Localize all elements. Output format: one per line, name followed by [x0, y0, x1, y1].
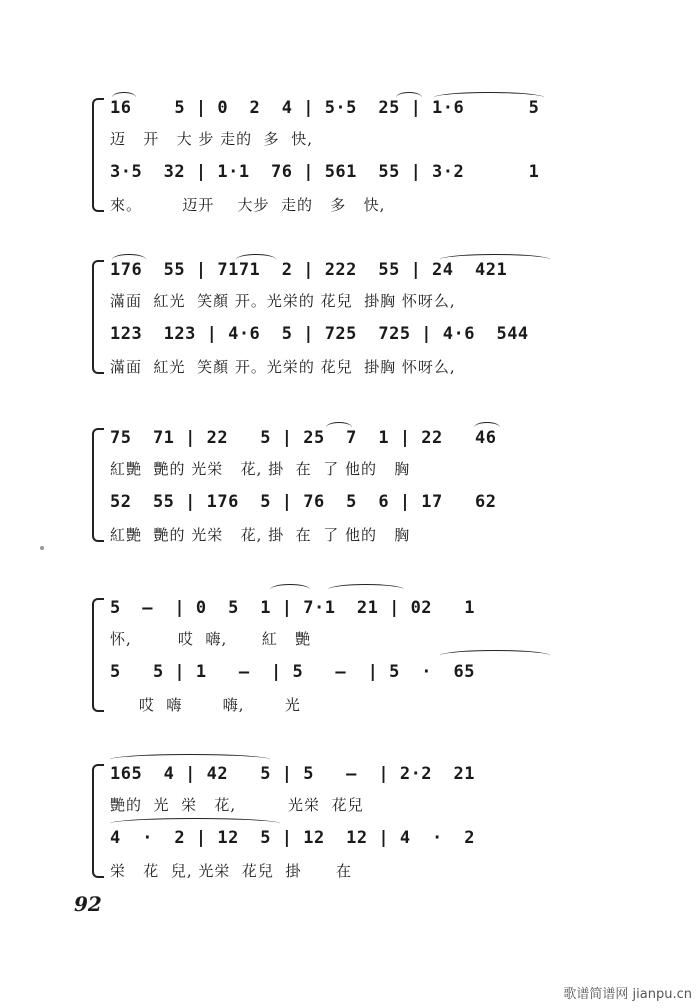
music-system-3 [100, 428, 570, 568]
lower-lyrics: 紅艷 艷的 光栄 花, 掛 在 了 他的 胸 [110, 526, 411, 544]
page-number: 92 [74, 892, 102, 916]
music-system-2 [100, 260, 570, 400]
lower-notes: 123 123 | 4·6 5 | 725 725 | 4·6 544 [110, 324, 529, 344]
music-system-5 [100, 764, 570, 904]
upper-notes: 5 — | 0 5 1 | 7·1 21 | 02 1 [110, 598, 475, 618]
upper-notes: 75 71 | 22 5 | 25 7 1 | 22 46 [110, 428, 497, 448]
slur [270, 584, 310, 595]
system-brace [92, 98, 104, 212]
music-system-1 [100, 98, 570, 238]
upper-lyrics: 滿面 紅光 笑顏 开。光栄的 花兒 掛胸 怀呀么, [110, 292, 456, 310]
upper-lyrics: 紅艷 艷的 光栄 花, 掛 在 了 他的 胸 [110, 460, 411, 478]
upper-lyrics: 艷的 光 栄 花, 光栄 花兒 [110, 796, 364, 814]
slur [328, 584, 404, 595]
system-brace [92, 260, 104, 374]
system-brace [92, 764, 104, 878]
lower-notes: 5 5 | 1 — | 5 — | 5 · 65 [110, 662, 475, 682]
upper-notes: 165 4 | 42 5 | 5 — | 2·2 21 [110, 764, 475, 784]
system-brace [92, 598, 104, 712]
lower-lyrics: 來。 迈开 大步 走的 多 快, [110, 196, 386, 214]
scan-speck [40, 546, 44, 550]
system-brace [92, 428, 104, 542]
upper-notes: 16 5 | 0 2 4 | 5·5 25 | 1·6 5 [110, 98, 540, 118]
lower-notes: 52 55 | 176 5 | 76 5 6 | 17 62 [110, 492, 497, 512]
lower-notes: 4 · 2 | 12 5 | 12 12 | 4 · 2 [110, 828, 475, 848]
watermark: 歌谱简谱网 jianpu.cn [563, 987, 692, 1002]
lower-lyrics: 栄 花 兒, 光栄 花兒 掛 在 [110, 862, 353, 880]
lower-lyrics: 滿面 紅光 笑顏 开。光栄的 花兒 掛胸 怀呀么, [110, 358, 456, 376]
upper-lyrics: 怀, 哎 嗨, 紅 艷 [110, 630, 312, 648]
upper-notes: 176 55 | 7171 2 | 222 55 | 24 421 [110, 260, 508, 280]
lower-notes: 3·5 32 | 1·1 76 | 561 55 | 3·2 1 [110, 162, 540, 182]
music-system-4 [100, 598, 570, 738]
upper-lyrics: 迈 开 大 步 走的 多 快, [110, 130, 313, 148]
lower-lyrics: 哎 嗨 嗨, 光 [110, 696, 301, 714]
